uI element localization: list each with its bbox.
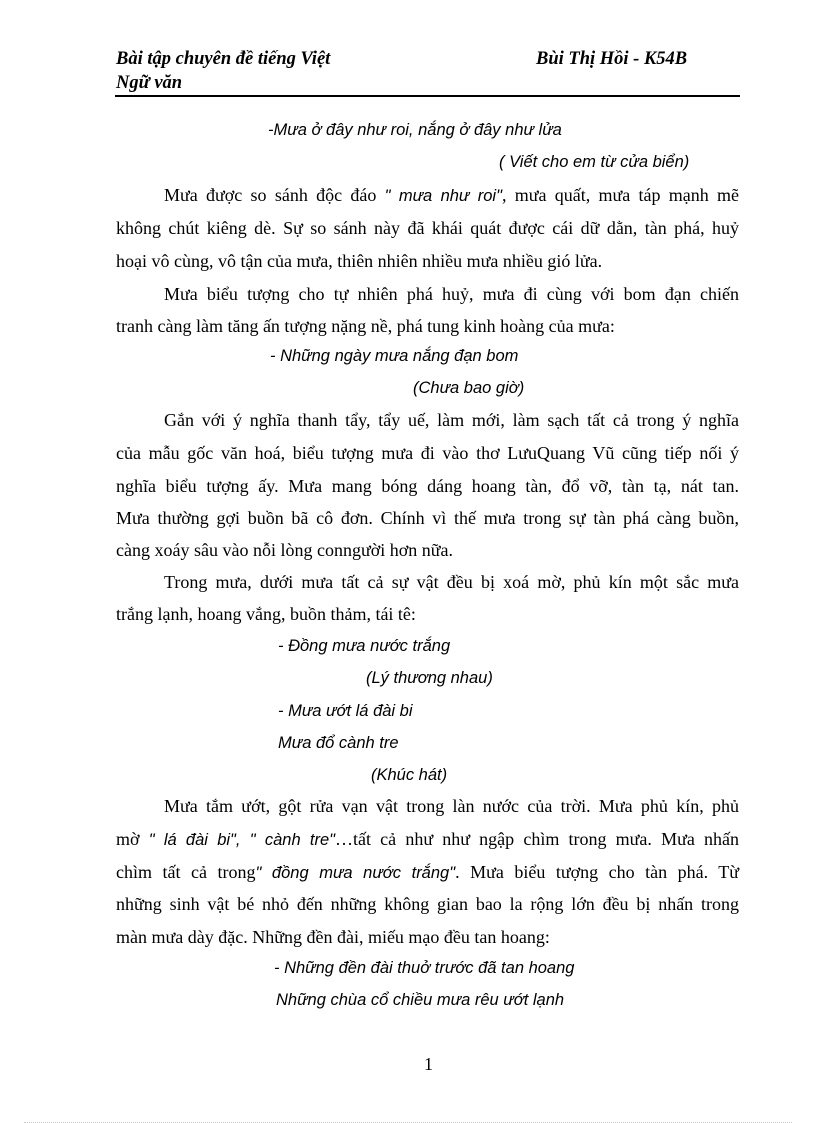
paragraph-line: Mưa thường gợi buồn bã cô đơn. Chính vì thế mưa trong sự tàn phá càng buồn, — [116, 508, 739, 528]
paragraph-line: Gắn với ý nghĩa thanh tẩy, tẩy uế, làm mới, làm sạch tất cả trong ý nghĩa — [164, 410, 739, 430]
paragraph-line: những sinh vật bé nhỏ đến những không gian bao la rộng lớn đều bị nhấn trong — [116, 894, 739, 914]
poem-quote: Mưa đổ cành tre — [278, 734, 399, 752]
header-subject: Ngữ văn — [116, 73, 183, 93]
paragraph-line: màn mưa dày đặc. Những đền đài, miếu mạo đều tan hoang: — [116, 927, 550, 947]
header-title: Bài tập chuyên đề tiếng Việt — [116, 49, 331, 69]
paragraph-line: Mưa biểu tượng cho tự nhiên phá huỷ, mưa đi cùng với bom đạn chiến — [164, 284, 739, 304]
paragraph-line: Trong mưa, dưới mưa tất cả sự vật đều bị xoá mờ, phủ kín một sắc mưa — [164, 572, 739, 592]
paragraph-line: hoại vô cùng, vô tận của mưa, thiên nhiên nhiều mưa nhiều gió lửa. — [116, 251, 603, 271]
paragraph-line: tranh càng làm tăng ấn tượng nặng nề, phá tung kinh hoàng của mưa: — [116, 316, 615, 336]
poem-source: (Khúc hát) — [371, 766, 448, 784]
header-author: Bùi Thị Hồi - K54B — [536, 49, 688, 69]
paragraph-line: chìm tất cả trong" đồng mưa nước trắng". Mưa biểu tượng cho tàn phá. Từ — [116, 862, 739, 882]
paragraph-line: mờ " lá đài bi", " cành tre"…tất cả như như ngập chìm trong mưa. Mưa nhấn — [116, 829, 739, 849]
poem-source: ( Viết cho em từ cửa biển) — [499, 153, 690, 171]
poem-quote: - Những ngày mưa nắng đạn bom — [270, 347, 519, 365]
page-number: 1 — [424, 1054, 433, 1074]
poem-quote: - Những đền đài thuở trước đã tan hoang — [274, 959, 575, 977]
paragraph-line: trắng lạnh, hoang vắng, buồn thảm, tái tê: — [116, 604, 416, 624]
paragraph-line: Mưa được so sánh độc đáo " mưa như roi", mưa quất, mưa táp mạnh mẽ — [164, 185, 740, 205]
paragraph-line: càng xoáy sâu vào nỗi lòng conngười hơn nữa. — [116, 540, 453, 560]
poem-quote: -Mưa ở đây như roi, nắng ở đây như lửa — [268, 121, 562, 139]
paragraph-line: nghĩa biểu tượng ấy. Mưa mang bóng dáng hoang tàn, đổ vỡ, tàn tạ, nát tan. — [116, 476, 739, 496]
header-rule — [115, 95, 740, 97]
poem-source: (Chưa bao giờ) — [413, 379, 525, 397]
poem-quote: Những chùa cổ chiều mưa rêu ướt lạnh — [276, 991, 565, 1009]
paragraph-line: Mưa tắm ướt, gột rửa vạn vật trong làn nước của trời. Mưa phủ kín, phủ — [164, 796, 739, 816]
poem-source: (Lý thương nhau) — [366, 669, 493, 687]
poem-quote: - Mưa ướt lá đài bi — [278, 702, 413, 720]
paragraph-line: không chút kiêng dè. Sự so sánh này đã khái quát được cái dữ dằn, tàn phá, huỷ — [116, 218, 739, 238]
paragraph-line: của mẫu gốc văn hoá, biểu tượng mưa đi vào thơ LưuQuang Vũ cũng tiếp nối ý — [116, 443, 739, 463]
poem-quote: - Đồng mưa nước trắng — [278, 637, 451, 655]
